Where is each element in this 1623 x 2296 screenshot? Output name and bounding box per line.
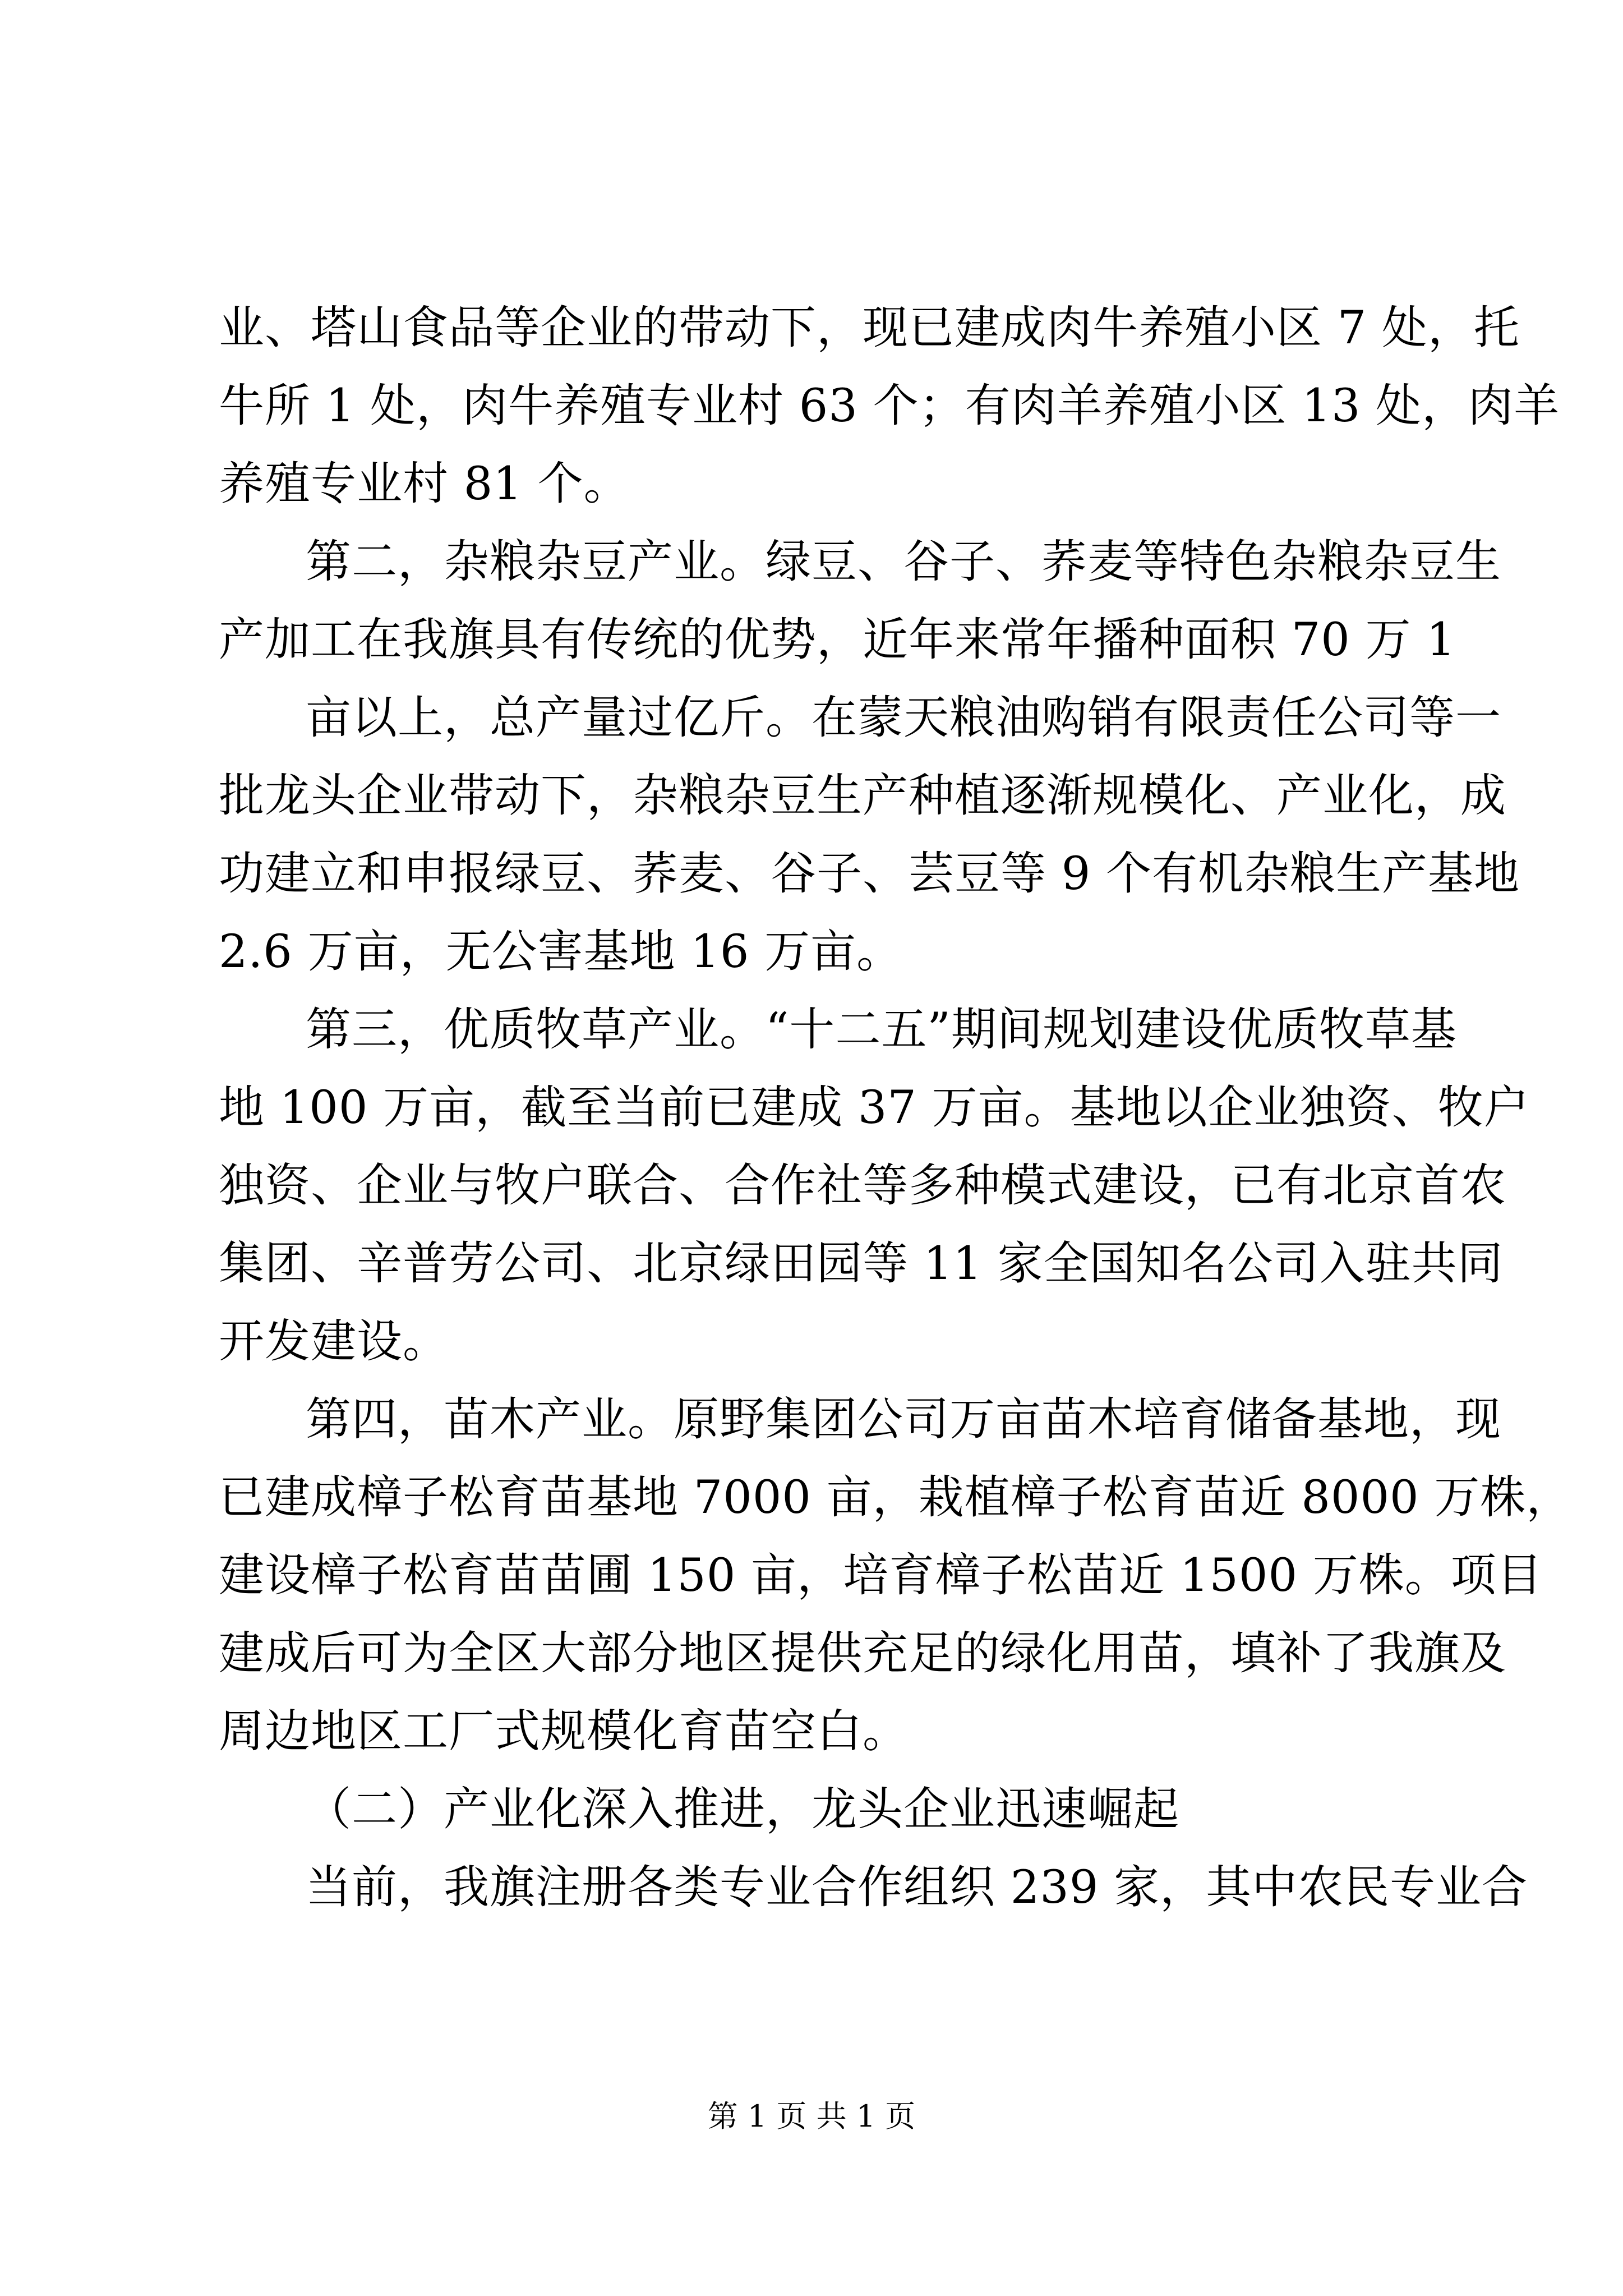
paragraph-start-line: 第二，杂粮杂豆产业。绿豆、谷子、荞麦等特色杂粮杂豆生 [306,536,1502,588]
text-line: 产加工在我旗具有传统的优势，近年来常年播种面积 70 万 1 [219,614,1456,666]
text-line: 已建成樟子松育苗基地 7000 亩，栽植樟子松育苗近 8000 万株， [219,1471,1573,1524]
text-line: 独资、企业与牧户联合、合作社等多种模式建设，已有北京首农 [219,1159,1507,1212]
text-line: 亩以上，总产量过亿斤。在蒙天粮油购销有限责任公司等一 [306,692,1502,744]
text-line: 批龙头企业带动下，杂粮杂豆生产种植逐渐规模化、产业化，成 [219,770,1507,822]
section-heading: （二）产业化深入推进，龙头企业迅速崛起 [306,1783,1180,1836]
paragraph-start-line: 第四，苗木产业。原野集团公司万亩苗木培育储备基地，现 [306,1393,1502,1446]
page-footer: 第 1 页 共 1 页 [707,2099,916,2134]
text-line: 开发建设。 [219,1315,449,1368]
text-line: 地 100 万亩，截至当前已建成 37 万亩。基地以企业独资、牧户 [219,1082,1530,1134]
paragraph-start-line: 第三，优质牧草产业。“十二五”期间规划建设优质牧草基 [306,1004,1457,1056]
text-line: 功建立和申报绿豆、荞麦、谷子、芸豆等 9 个有机杂粮生产基地 [219,848,1520,900]
text-line: 建成后可为全区大部分地区提供充足的绿化用苗，填补了我旗及 [219,1627,1507,1680]
paragraph-start-line: 当前，我旗注册各类专业合作组织 239 家，其中农民专业合 [306,1861,1528,1914]
text-line: 周边地区工厂式规模化育苗空白。 [219,1705,909,1758]
text-line: 养殖专业村 81 个。 [219,458,630,510]
text-line: 集团、辛普劳公司、北京绿田园等 11 家全国知名公司入驻共同 [219,1237,1504,1290]
text-line: 业、塔山食品等企业的带动下，现已建成肉牛养殖小区 7 处，托 [219,302,1520,355]
text-line: 牛所 1 处，肉牛养殖专业村 63 个；有肉羊养殖小区 13 处，肉羊 [219,380,1560,432]
text-line: 2.6 万亩，无公害基地 16 万亩。 [219,926,903,978]
text-line: 建设樟子松育苗苗圃 150 亩，培育樟子松苗近 1500 万株。项目 [219,1549,1543,1602]
